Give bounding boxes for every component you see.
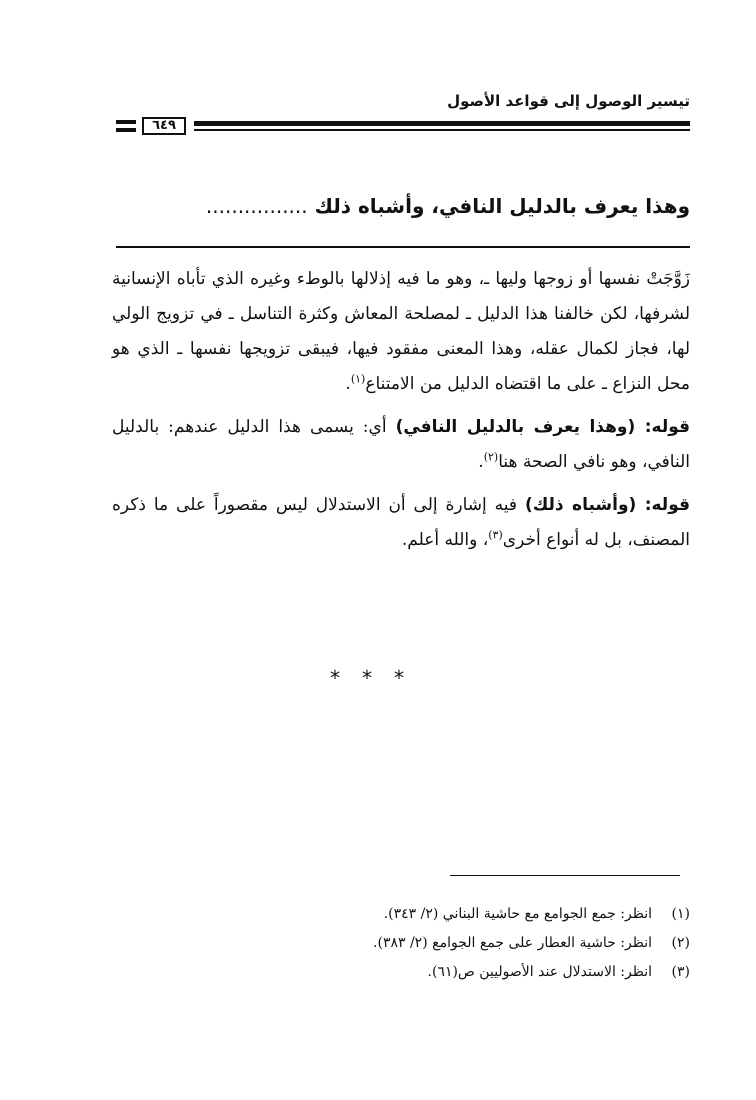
- paragraph-3: [112, 488, 690, 558]
- footnote-2-text: انظر: حاشية العطار على جمع الجوامع (٢/ ٣٨٣).: [373, 935, 652, 951]
- footnote-1-text: انظر: جمع الجوامع مع حاشية البناني (٢/ ٣٤٣).: [383, 906, 652, 922]
- paragraph-1-end: .: [345, 374, 351, 394]
- paragraph-2: [112, 410, 690, 480]
- footnote-2: [373, 929, 690, 958]
- paragraph-1-text: زَوَّجَتْ نفسها أو زوجها وليها ـ، وهو ما فيه إذلالها بالوطء وغيره الذي تأباه الإنسانية لشرفها، لكن خالفنا هذا الدليل ـ لمصلحة المعاش وكثرة التناسل ـ في تزويج الولي لها، فجاز لكمال عقله، وهذا المعنى مفقود فيها، فيبقى تزويجها نفسها ـ الذي هو محل النزاع ـ على ما اقتضاه الدليل من الامتناع: [112, 269, 690, 394]
- paragraph-3-lead: قوله: (وأشباه ذلك): [524, 495, 690, 515]
- footnote-3-number: (٣): [671, 964, 690, 980]
- paragraph-2-lead: قوله: (وهذا يعرف بالدليل النافي): [395, 417, 690, 437]
- footnote-1-number: (١): [671, 906, 690, 922]
- footnote-ref-1: (١): [350, 372, 366, 386]
- paragraph-2-text: أي: يسمى هذا الدليل عندهم: بالدليل النافي، وهو نافي الصحة هنا: [112, 417, 690, 472]
- paragraph-1: [112, 262, 690, 402]
- running-header-title: تيسير الوصول إلى قواعد الأصول: [447, 92, 690, 110]
- matn-heading: [206, 194, 690, 218]
- footnote-ref-2: (٢): [483, 450, 499, 464]
- footnote-3-text: انظر: الاستدلال عند الأصوليين ص(٦١).: [427, 964, 652, 980]
- header-rule-thick: [194, 121, 690, 126]
- footnotes-list: [373, 900, 690, 987]
- footnote-1: [373, 900, 690, 929]
- header-left-stub-bottom: [116, 128, 136, 132]
- footnote-3: [373, 958, 690, 987]
- header-rule-bar: [116, 118, 690, 136]
- footnote-2-number: (٢): [671, 935, 690, 951]
- footnote-rule: [450, 875, 680, 876]
- matn-text: وهذا يعرف بالدليل النافي، وأشباه ذلك: [314, 194, 690, 218]
- paragraph-3-text: فيه إشارة إلى أن الاستدلال ليس مقصوراً على ما ذكره المصنف، بل له أنواع أخرى: [112, 495, 690, 550]
- matn-dots: ................: [205, 194, 308, 218]
- paragraph-3-end: ، والله أعلم.: [401, 530, 489, 550]
- matn-divider: [116, 246, 690, 248]
- commentary-body: [112, 262, 690, 566]
- page-number: ٦٤٩: [142, 117, 186, 135]
- paragraph-2-end: .: [478, 452, 484, 472]
- section-separator: ***: [330, 666, 426, 690]
- header-rule-thin: [194, 129, 690, 131]
- header-left-stub-top: [116, 120, 136, 124]
- footnote-ref-3: (٣): [488, 528, 503, 542]
